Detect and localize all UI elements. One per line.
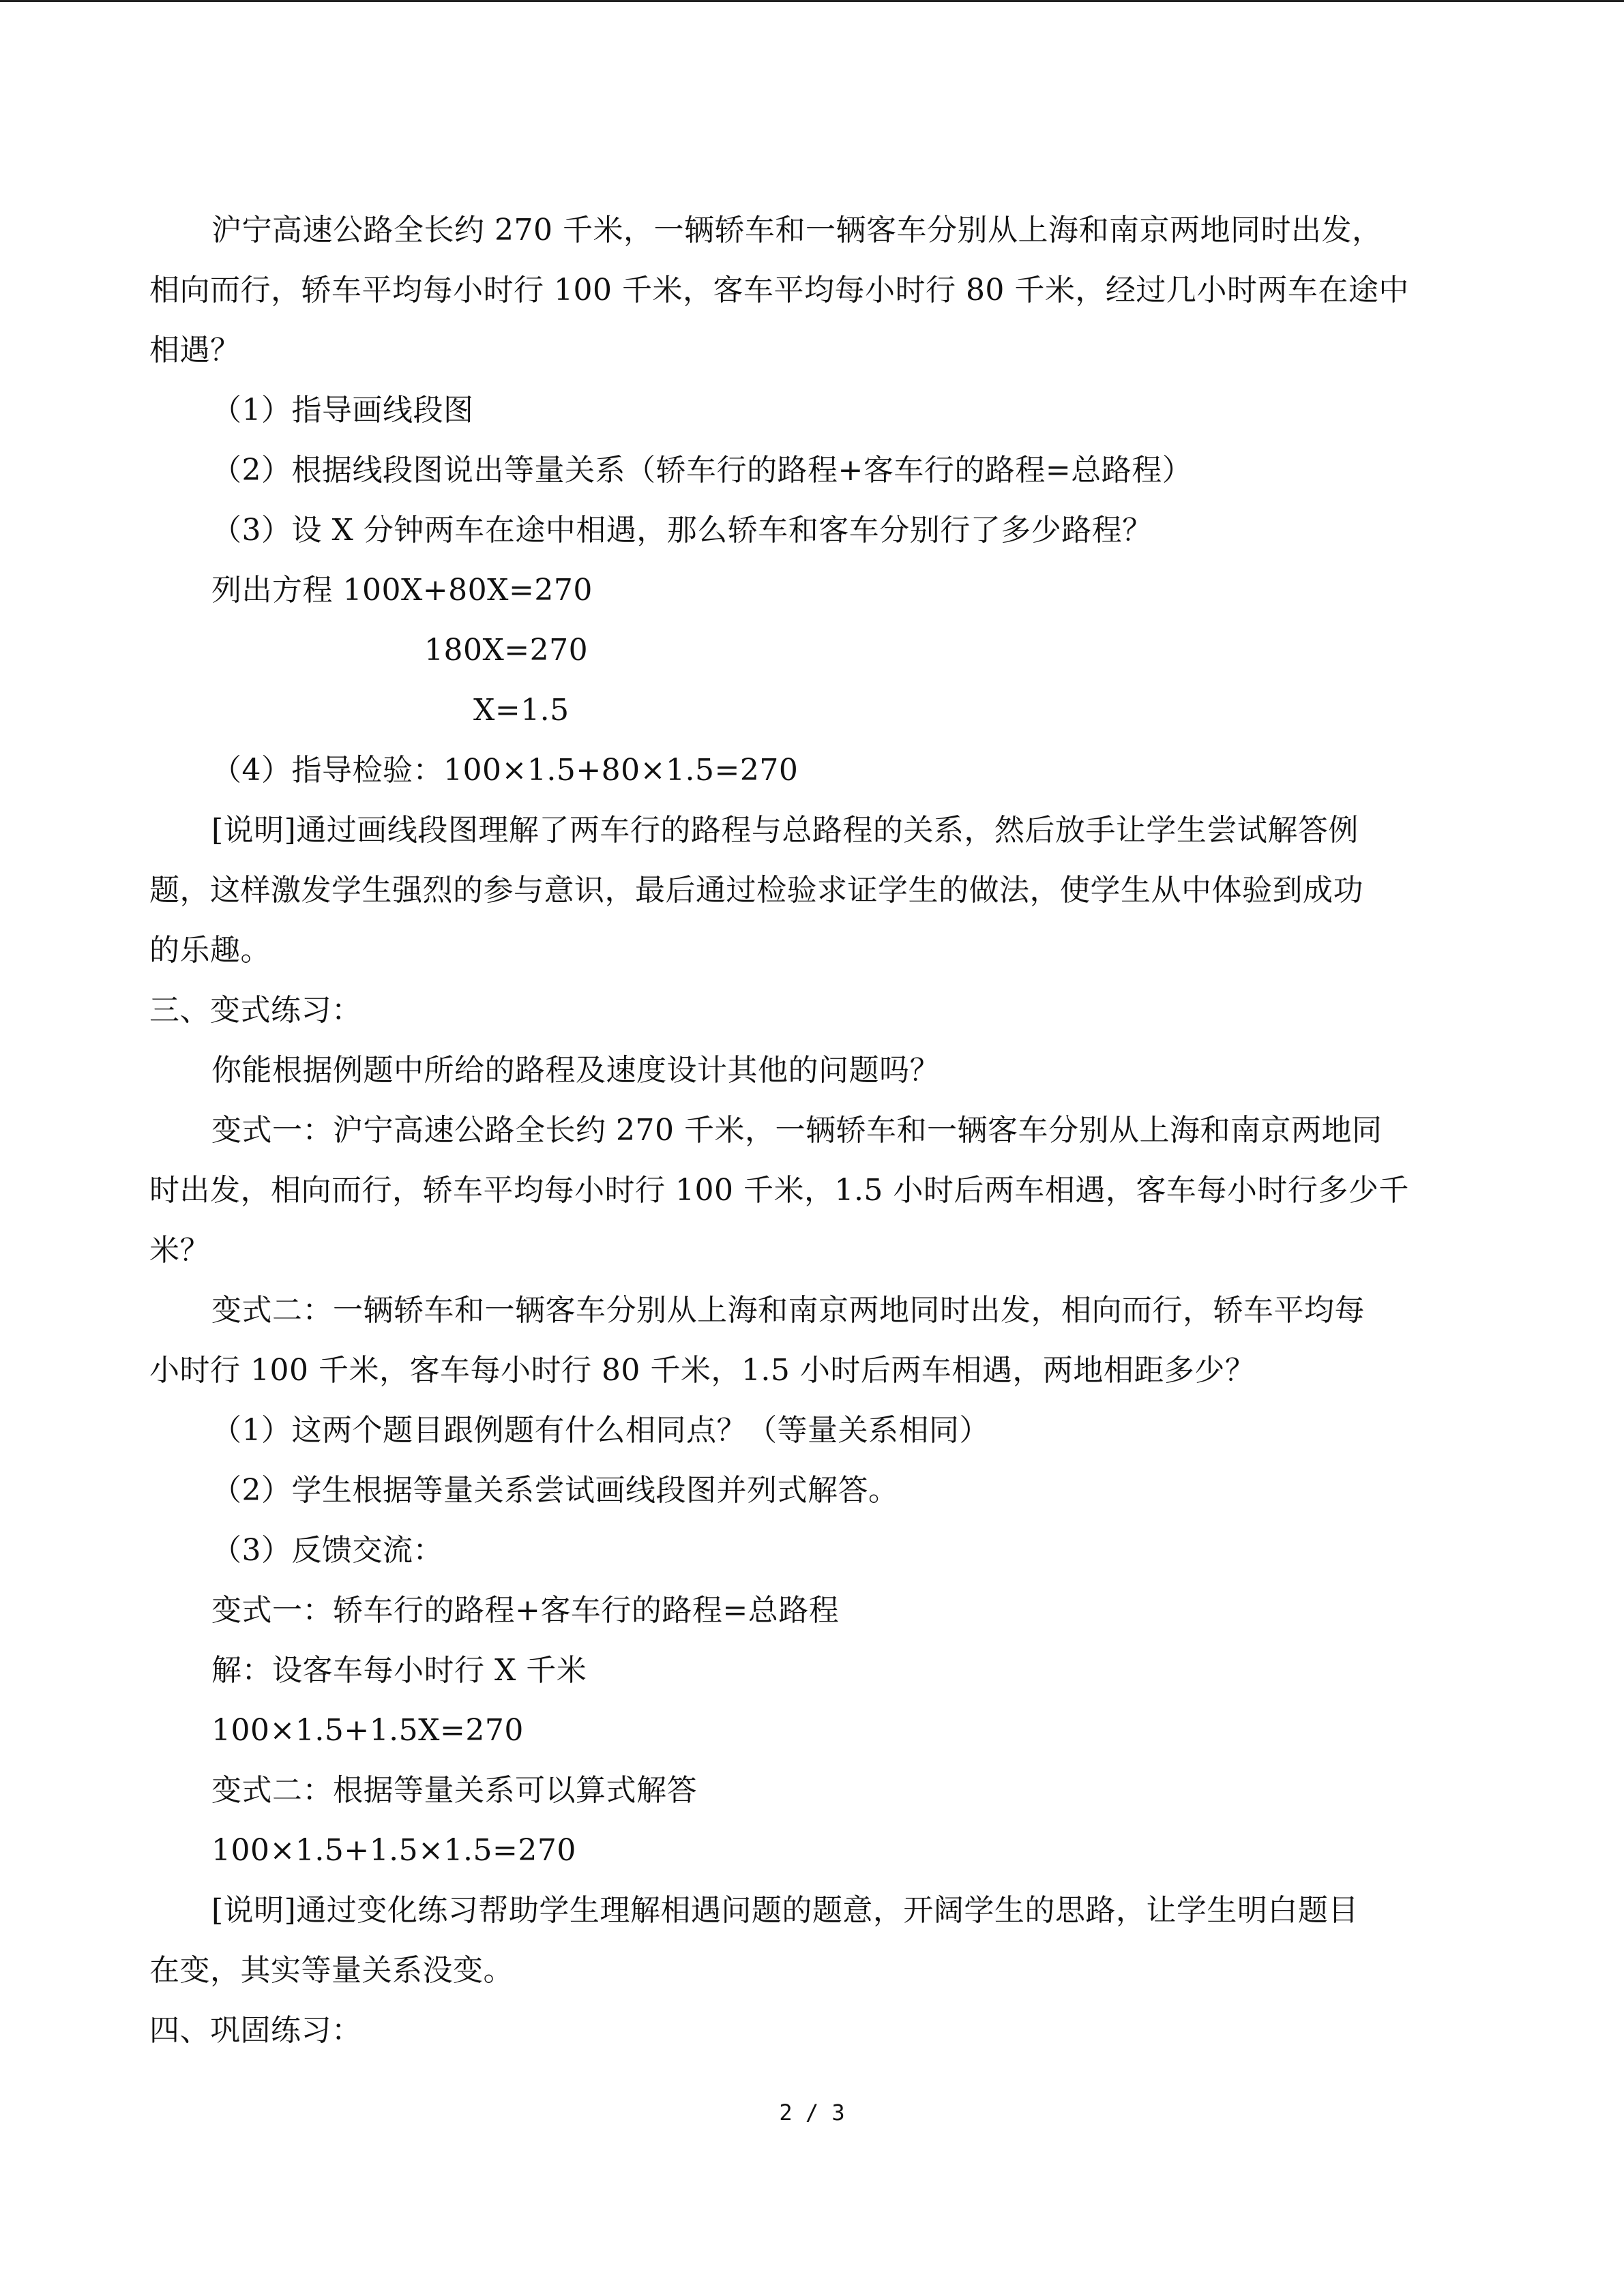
problem-text-line: 沪宁高速公路全长约 270 千米，一辆轿车和一辆客车分别从上海和南京两地同时出发， — [211, 213, 1383, 248]
step-line: （3）设 X 分钟两车在途中相遇，那么轿车和客车分别行了多少路程？ — [211, 513, 1153, 548]
note-line: [说明]通过画线段图理解了两车行的路程与总路程的关系，然后放手让学生尝试解答例 — [211, 813, 1359, 848]
step-line: （2）学生根据等量关系尝试画线段图并列式解答。 — [211, 1473, 899, 1508]
variant-line: 变式一：沪宁高速公路全长约 270 千米，一辆轿车和一辆客车分别从上海和南京两地同 — [211, 1113, 1383, 1148]
variant-line: 变式二：一辆轿车和一辆客车分别从上海和南京两地同时出发，相向而行，轿车平均每 — [211, 1293, 1365, 1328]
equation-line: 列出方程 100X+80X=270 — [211, 573, 593, 608]
note-line: 在变，其实等量关系没变。 — [149, 1953, 514, 1988]
note-line: [说明]通过变化练习帮助学生理解相遇问题的题意，开阔学生的思路，让学生明白题目 — [211, 1893, 1359, 1928]
note-line: 的乐趣。 — [149, 933, 271, 968]
equation-line: 100×1.5+1.5X=270 — [211, 1713, 524, 1748]
problem-text-line: 相向而行，轿车平均每小时行 100 千米，客车平均每小时行 80 千米，经过几小时两车在途中 — [149, 273, 1409, 308]
variant-line: 时出发，相向而行，轿车平均每小时行 100 千米，1.5 小时后两车相遇，客车每小时行多少千 — [149, 1173, 1409, 1208]
step-line: （3）反馈交流： — [211, 1533, 443, 1568]
equation-line: X=1.5 — [473, 693, 570, 728]
equation-line: 180X=270 — [424, 633, 589, 668]
variant-line: 米？ — [149, 1233, 210, 1268]
section-heading: 三、变式练习： — [149, 993, 362, 1028]
solution-line: 解：设客车每小时行 X 千米 — [211, 1653, 587, 1688]
note-line: 题，这样激发学生强烈的参与意识，最后通过检验求证学生的做法，使学生从中体验到成功 — [149, 873, 1363, 908]
problem-text-line: 相遇？ — [149, 333, 241, 368]
step-line: （4）指导检验：100×1.5+80×1.5=270 — [211, 753, 799, 788]
solution-line: 变式二：根据等量关系可以算式解答 — [211, 1773, 697, 1808]
section-heading: 四、巩固练习： — [149, 2013, 362, 2048]
question-line: 你能根据例题中所给的路程及速度设计其他的问题吗？ — [211, 1053, 940, 1088]
step-line: （1）这两个题目跟例题有什么相同点？（等量关系相同） — [211, 1413, 990, 1448]
step-line: （2）根据线段图说出等量关系（轿车行的路程+客车行的路程=总路程） — [211, 453, 1193, 488]
variant-line: 小时行 100 千米，客车每小时行 80 千米，1.5 小时后两车相遇，两地相距多少？ — [149, 1353, 1256, 1388]
page-number: 2 / 3 — [779, 2100, 845, 2126]
step-line: （1）指导画线段图 — [211, 393, 474, 428]
equation-line: 100×1.5+1.5×1.5=270 — [211, 1833, 576, 1868]
solution-line: 变式一：轿车行的路程+客车行的路程=总路程 — [211, 1593, 840, 1628]
